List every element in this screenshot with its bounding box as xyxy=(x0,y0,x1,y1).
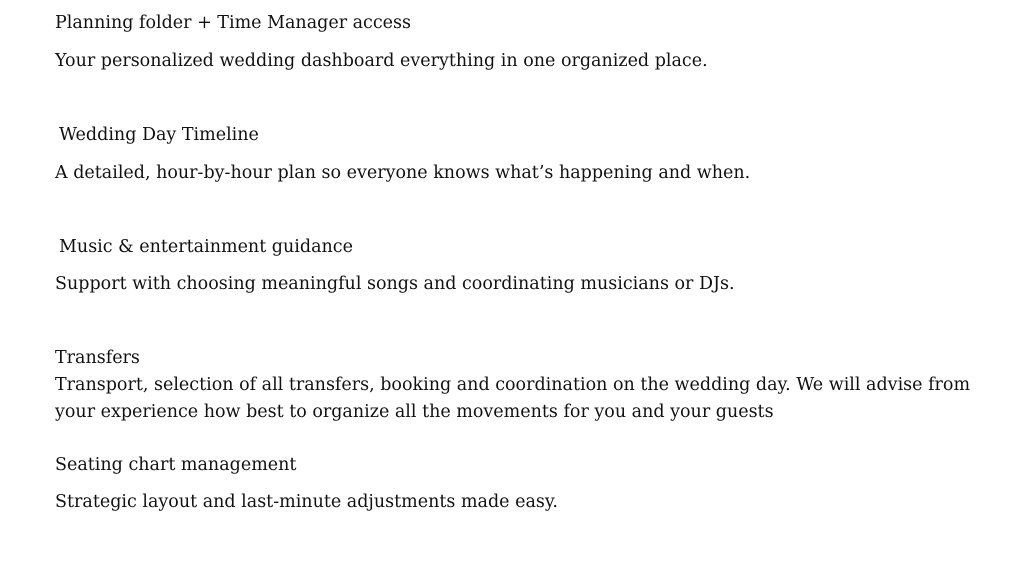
section-title-music-entertainment: Music & entertainment guidance xyxy=(59,237,353,257)
section-body-music-entertainment: Support with choosing meaningful songs and coordinating musicians or DJs. xyxy=(55,274,735,294)
section-body-transfers: Transport, selection of all transfers, booking and coordination on the wedding day. We will advise from your experience how best to organize all the movements for you and your guests xyxy=(55,375,971,422)
section-body-seating-chart: Strategic layout and last-minute adjustments made easy. xyxy=(55,492,558,512)
section-title-seating-chart: Seating chart management xyxy=(55,455,297,475)
section-title-transfers: Transfers xyxy=(55,348,140,368)
section-title-planning-folder: Planning folder + Time Manager access xyxy=(55,13,411,33)
section-body-wedding-day-timeline: A detailed, hour-by-hour plan so everyone knows what’s happening and when. xyxy=(55,163,751,183)
section-title-wedding-day-timeline: Wedding Day Timeline xyxy=(59,125,259,145)
section-body-planning-folder: Your personalized wedding dashboard everything in one organized place. xyxy=(55,51,708,71)
